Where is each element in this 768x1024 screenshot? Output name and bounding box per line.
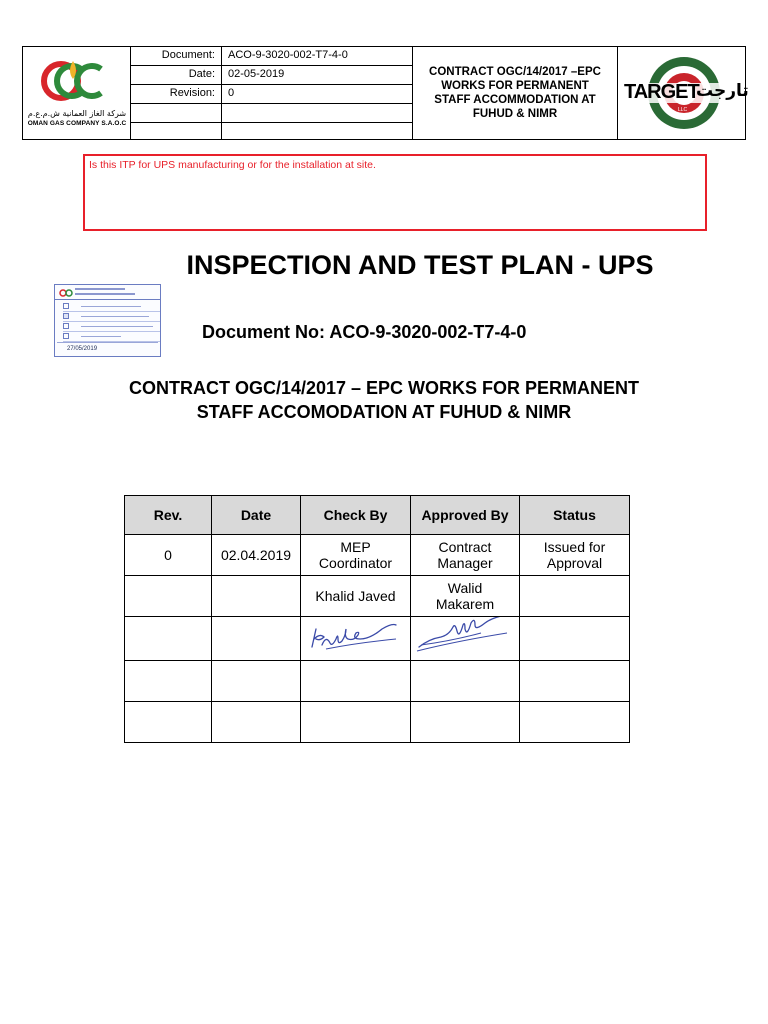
column-header: Status [520, 496, 630, 535]
table-cell: 02.04.2019 [212, 535, 301, 576]
table-cell [301, 661, 411, 702]
document-number: Document No: ACO-9-3020-002-T7-4-0 [202, 322, 527, 342]
page-title: INSPECTION AND TEST PLAN - UPS [186, 250, 654, 280]
drawing-review-stamp [54, 284, 161, 357]
stamp-date: 27/05/2019 [67, 346, 98, 352]
column-header: Date [212, 496, 301, 535]
table-cell [520, 702, 630, 743]
meta-row-empty [131, 123, 412, 139]
contract-line: STAFF ACCOMODATION AT FUHUD & NIMR [196, 402, 572, 422]
meta-label: Document: [131, 47, 222, 65]
table-row [125, 535, 630, 576]
table-cell [411, 702, 520, 743]
ogc-logo-cell [23, 47, 131, 139]
target-logo-text: TARGET [624, 81, 699, 103]
table-cell: Khalid Javed [301, 576, 411, 617]
table-row [125, 576, 630, 617]
ogc-logo-icon [23, 53, 131, 117]
table-row-signatures [125, 617, 630, 661]
table-cell [125, 702, 212, 743]
table-cell: 0 [125, 535, 212, 576]
table-cell [125, 661, 212, 702]
table-cell [520, 661, 630, 702]
table-cell [125, 617, 212, 661]
contract-line: CONTRACT OGC/14/2017 – EPC WORKS FOR PERMANENT [128, 378, 640, 398]
table-cell [411, 661, 520, 702]
meta-row-empty [131, 104, 412, 123]
target-logo-cell [618, 47, 749, 139]
meta-label [131, 123, 222, 139]
table-cell [125, 576, 212, 617]
table-header-row [125, 496, 630, 535]
meta-row-revision [131, 85, 412, 104]
stamp-logo-icon [59, 289, 73, 297]
table-cell: Walid Makarem [411, 576, 520, 617]
document-header [22, 46, 749, 140]
company-arabic-name: شركة الغاز العمانية ش.م.ع.م [27, 109, 127, 118]
review-comment-box[interactable] [83, 154, 707, 231]
table-cell: Issued for Approval [520, 535, 630, 576]
column-header: Approved By [411, 496, 520, 535]
meta-value: 02-05-2019 [228, 68, 285, 80]
meta-label [131, 104, 222, 122]
meta-row-document [131, 47, 412, 66]
table-cell [212, 576, 301, 617]
column-header: Check By [301, 496, 411, 535]
header-contract-title: CONTRACT OGC/14/2017 –EPC WORKS FOR PERMANENT STAFF ACCOMMODATION AT FUHUD & NIMR [412, 47, 618, 139]
signature-checker [301, 617, 411, 661]
target-logo-arabic: تارجت [696, 81, 749, 101]
table-cell [212, 661, 301, 702]
meta-label: Revision: [131, 85, 222, 103]
meta-row-date [131, 66, 412, 85]
signature-icon [306, 619, 406, 655]
meta-value: 0 [228, 87, 235, 99]
table-cell [520, 576, 630, 617]
signature-icon [413, 617, 517, 657]
revision-table [124, 495, 630, 743]
company-name: OMAN GAS COMPANY S.A.O.C [27, 120, 127, 127]
table-cell: Contract Manager [411, 535, 520, 576]
table-cell [520, 617, 630, 661]
table-cell [301, 702, 411, 743]
meta-label: Date: [131, 66, 222, 84]
table-cell [212, 702, 301, 743]
document-meta [131, 47, 412, 139]
table-row [125, 702, 630, 743]
table-cell [212, 617, 301, 661]
signature-approver [411, 617, 520, 661]
table-row [125, 661, 630, 702]
column-header: Rev. [125, 496, 212, 535]
review-comment-text: Is this ITP for UPS manufacturing or for the installation at site. [89, 159, 376, 171]
table-cell: MEP Coordinator [301, 535, 411, 576]
target-logo-sub: LLC [678, 107, 688, 113]
meta-value: ACO-9-3020-002-T7-4-0 [228, 49, 348, 61]
